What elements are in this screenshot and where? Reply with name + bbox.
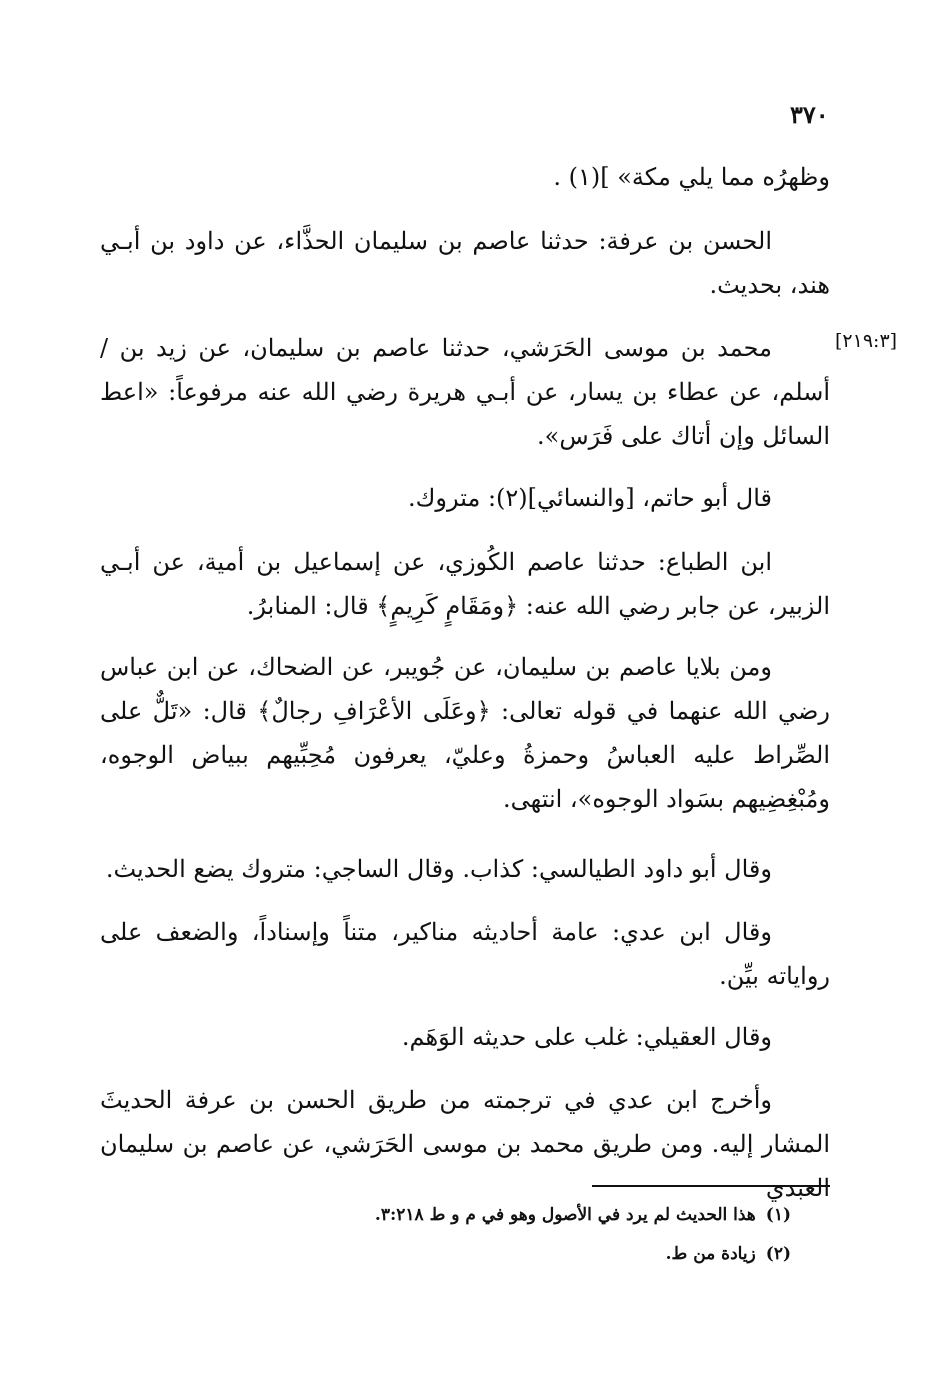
paragraph-1: وظهرُه مما يلي مكة» ](١) . bbox=[553, 163, 830, 191]
paragraph-5: ابن الطباع: حدثنا عاصم الكُوزي، عن إسماعيل بن أمية، عن أبـي الزبير، عن جابر رضي الله عنه: ﴿ومَقَامٍ كَرِيمٍ﴾ قال: المنابرُ. bbox=[100, 548, 830, 620]
paragraph-10: وأخرج ابن عدي في ترجمته من طريق الحسن بن عرفة الحديثَ المشار إليه. ومن طريق محمد بن موسى الحَرَشي، عن عاصم بن سليمان العبدي bbox=[100, 1086, 830, 1202]
paragraph-2: الحسن بن عرفة: حدثنا عاصم بن سليمان الحذَّاء، عن داود بن أبـي هند، بحديث. bbox=[100, 227, 830, 299]
footnote-text: هذا الحديث لم يرد في الأصول وهو في م و ط ٣:٢١٨. bbox=[374, 1205, 756, 1225]
footnote-text: زيادة من ط. bbox=[665, 1244, 756, 1264]
footnote-number: (١) bbox=[765, 1205, 791, 1225]
page-number: ٣٧٠ bbox=[790, 100, 829, 129]
paragraph-4: قال أبو حاتم، [والنسائي](٢): متروك. bbox=[407, 484, 772, 512]
paragraph-7: وقال أبو داود الطيالسي: كذاب. وقال الساجي: متروك يضع الحديث. bbox=[105, 855, 772, 883]
paragraph-6: ومن بلايا عاصم بن سليمان، عن جُويبر، عن الضحاك، عن ابن عباس رضي الله عنهما في قوله تعالى: ﴿وعَلَى الأعْرَافِ رجالٌ﴾ قال: «تَلٌّ على الصِّراط عليه العباسُ وحمزةُ وعليّ، يعرفون مُحِبِّيهم ببياض الوجوه، ومُبْغِضِيهم بسَواد الوجوه»، انتهى. bbox=[100, 653, 830, 813]
footnote-2 bbox=[231, 1240, 791, 1268]
footnote-number: (٢) bbox=[765, 1244, 791, 1264]
paragraph-9: وقال العقيلي: غلب على حديثه الوَهَم. bbox=[401, 1023, 772, 1051]
paragraph-3: محمد بن موسى الحَرَشي، حدثنا عاصم بن سليمان، عن زيد بن / أسلم، عن عطاء بن يسار، عن أبـي هريرة رضي الله عنه مرفوعاً: «اعط السائل وإن أتاك على فَرَس». bbox=[100, 334, 830, 450]
margin-reference: [٢١٩:٣] bbox=[835, 330, 898, 352]
paragraph-8: وقال ابن عدي: عامة أحاديثه مناكير، متناً وإسناداً، والضعف على رواياته بيِّن. bbox=[100, 918, 830, 990]
footnote-1 bbox=[231, 1201, 791, 1229]
footnote-separator bbox=[592, 1185, 830, 1187]
